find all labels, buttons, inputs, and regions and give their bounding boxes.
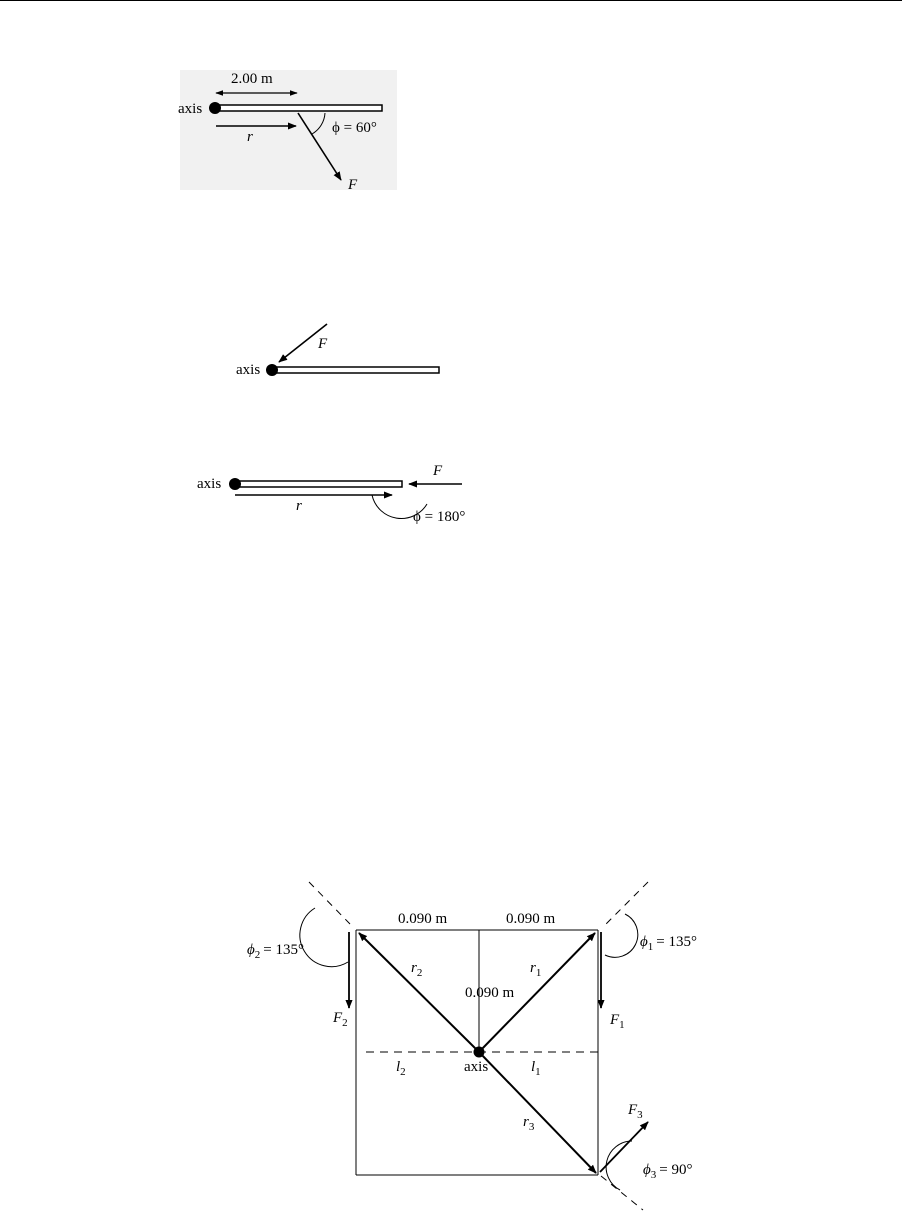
figure-1 bbox=[178, 70, 397, 193]
dimension-right-label: 0.090 m bbox=[506, 911, 556, 927]
dimension-left-label: 0.090 m bbox=[398, 911, 448, 927]
l2-label: $l_2$ bbox=[396, 1059, 406, 1078]
phi2-label: $\phi_2 = 135^\circ$ bbox=[247, 942, 304, 961]
r1-label: $r_1$ bbox=[530, 960, 542, 979]
r2-extension-line bbox=[309, 882, 350, 924]
axis-label: axis bbox=[236, 362, 261, 378]
axis-label: axis bbox=[178, 101, 203, 117]
phi-label: ϕ = 180° bbox=[413, 509, 466, 525]
l1-label: $l_1$ bbox=[531, 1059, 541, 1078]
phi3-angle-arc bbox=[606, 1141, 632, 1190]
axis-label: axis bbox=[197, 476, 222, 492]
rod bbox=[273, 367, 439, 373]
phi2-angle-arc bbox=[300, 908, 348, 967]
F3-vector bbox=[600, 1122, 648, 1172]
r3-extension-line bbox=[601, 1176, 643, 1210]
r2-label: $r_2$ bbox=[411, 960, 423, 979]
force-label: F bbox=[318, 336, 328, 352]
axis-pivot bbox=[474, 1047, 485, 1058]
r3-label: $r_3$ bbox=[523, 1114, 535, 1133]
F1-label: $F_1$ bbox=[610, 1012, 625, 1031]
axis-label: axis bbox=[464, 1059, 489, 1075]
phi-label: ϕ = 60° bbox=[332, 120, 377, 136]
figure-3 bbox=[197, 463, 465, 525]
axis-pivot bbox=[266, 364, 278, 376]
F2-label: $F_2$ bbox=[333, 1010, 348, 1029]
force-label: F bbox=[348, 177, 358, 193]
phi1-label: $\phi_1 = 135^\circ$ bbox=[640, 934, 697, 953]
rod bbox=[236, 481, 402, 487]
r1-extension-line bbox=[604, 882, 648, 926]
figure-2 bbox=[236, 324, 439, 378]
axis-pivot bbox=[229, 478, 241, 490]
r-label: r bbox=[296, 498, 302, 514]
figure-4 bbox=[247, 882, 697, 1210]
r-label: r bbox=[247, 129, 253, 145]
axis-pivot bbox=[209, 102, 221, 114]
rod bbox=[216, 105, 382, 111]
length-label: 2.00 m bbox=[231, 71, 273, 87]
dimension-vertical-label: 0.090 m bbox=[465, 985, 515, 1001]
phi3-label: $\phi_3 = 90^\circ$ bbox=[643, 1162, 693, 1181]
F3-label: $F_3$ bbox=[628, 1102, 643, 1121]
force-label: F bbox=[433, 463, 443, 479]
r2-vector bbox=[359, 933, 479, 1052]
